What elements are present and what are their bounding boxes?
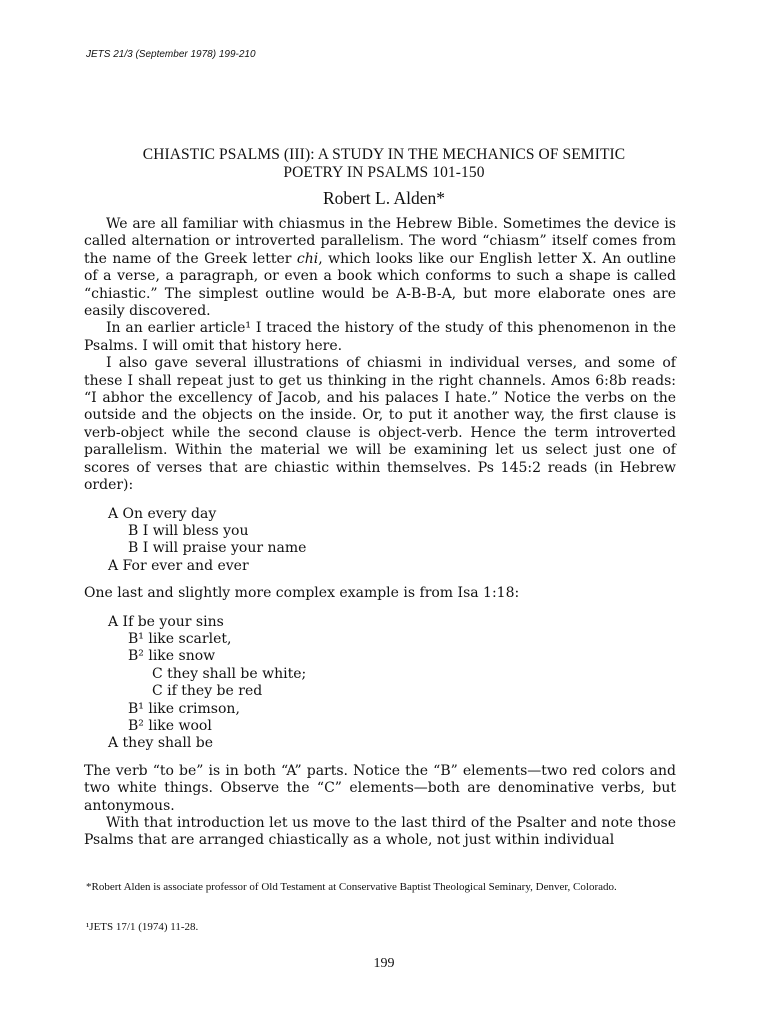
example-line: B¹ like crimson, xyxy=(128,700,240,717)
paragraph-2: In an earlier article¹ I traced the history of the study of this phenomenon in the Psalms. I will omit that history here. xyxy=(84,320,676,354)
paragraph-3: I also gave several illustrations of chiasmi in individual verses, and some of these I shall repeat just to get us thinking in the right channels. Amos 6:8b reads: “I abhor the excellency of Jacob, and his palaces I hate.” Notice the verbs on the outside and the objects on the inside. Or, to put it another way, the first clause is verb-object while the second clause is object-verb. Hence the term introverted parallelism. Within the material we will be examining let us select just one of scores of verses that are chiastic within themselves. Ps 145:2 reads (in Hebrew order): xyxy=(84,355,676,494)
example-line: B I will bless you xyxy=(128,522,249,539)
example-line: B I will praise your name xyxy=(128,540,307,557)
paragraph-5: The verb “to be” is in both “A” parts. Notice the “B” elements—two red colors and two white things. Observe the “C” elements—both are denominative verbs, but antonymous. xyxy=(84,762,676,814)
paragraph-1-text-a: We are all familiar with chiasmus in the Hebrew Bible. Sometimes the device is called alternation or introverted parallelism. The word “chiasm” itself comes from the name of the Greek letter xyxy=(84,216,676,267)
article-title xyxy=(60,146,708,182)
example-isaiah-1-18 xyxy=(108,614,676,753)
example-line: C if they be red xyxy=(152,683,263,700)
paragraph-6: With that introduction let us move to the last third of the Psalter and note those Psalms that are arranged chiastically as a whole, not just within individual xyxy=(84,815,676,849)
paragraph-1 xyxy=(84,216,676,320)
footnote-author: *Robert Alden is associate professor of Old Testament at Conservative Baptist Theological Seminary, Denver, Colorado. xyxy=(86,881,617,893)
example-line: C they shall be white; xyxy=(152,665,307,682)
page-number: 199 xyxy=(373,956,395,971)
article-body xyxy=(84,216,676,850)
title-line-2: POETRY IN PSALMS 101-150 xyxy=(283,164,485,181)
paragraph-1-text-b: , which looks like our English letter X. An outline of a verse, a paragraph, or even a book which conforms to such a shape is called “chiastic.” The simplest outline would be A-B-B-A, but more elaborate ones are easily discovered. xyxy=(84,250,677,320)
paragraph-1-italic: chi xyxy=(296,250,319,267)
footnote-1: ¹JETS 17/1 (1974) 11-28. xyxy=(86,921,199,933)
example-line: B² like snow xyxy=(128,648,216,665)
example-line: A If be your sins xyxy=(108,613,224,630)
example-line: A On every day xyxy=(108,505,217,522)
example-line: B¹ like scarlet, xyxy=(128,630,232,647)
example-line: A For ever and ever xyxy=(108,557,249,574)
example-line: A they shall be xyxy=(108,735,214,752)
example-line: B² like wool xyxy=(128,717,212,734)
author-name: Robert L. Alden* xyxy=(323,188,445,208)
paragraph-4: One last and slightly more complex example is from Isa 1:18: xyxy=(84,585,520,602)
example-psalm-145 xyxy=(108,506,676,576)
journal-reference: JETS 21/3 (September 1978) 199-210 xyxy=(86,49,256,60)
title-line-1: CHIASTIC PSALMS (III): A STUDY IN THE MECHANICS OF SEMITIC xyxy=(142,146,626,163)
